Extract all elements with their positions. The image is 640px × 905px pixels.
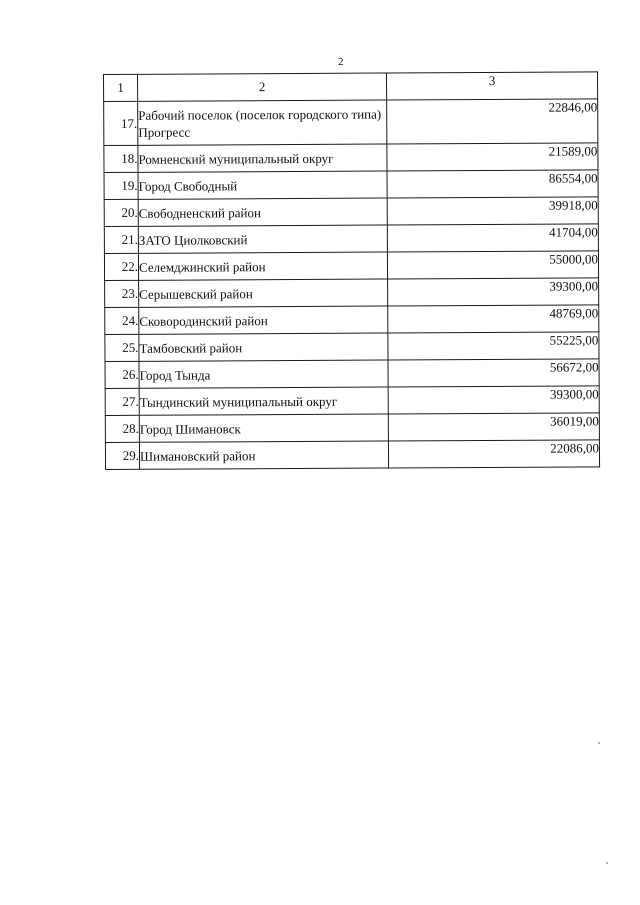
page-number: 2 <box>338 56 344 68</box>
scan-speck <box>598 742 600 744</box>
row-number: 22. <box>104 253 138 280</box>
row-number: 28. <box>105 415 139 442</box>
table-row <box>105 440 599 470</box>
table-row <box>105 278 599 308</box>
row-name: Город Тында <box>139 360 388 388</box>
row-name: Свободненский район <box>138 198 387 226</box>
row-value: 86554,00 <box>387 170 598 198</box>
header-col-3: 3 <box>386 72 597 100</box>
row-value: 39300,00 <box>388 278 599 306</box>
data-table <box>103 71 600 470</box>
table-row <box>105 359 599 389</box>
table-row <box>104 170 598 200</box>
table-row <box>104 197 598 227</box>
row-value: 41704,00 <box>387 224 598 252</box>
row-name: Город Свободный <box>138 171 387 199</box>
row-value: 55000,00 <box>387 251 598 279</box>
table-row <box>104 143 598 173</box>
table-row <box>104 251 598 281</box>
row-name: ЗАТО Циолковский <box>138 225 387 253</box>
row-number: 26. <box>105 361 139 388</box>
table-row <box>104 224 598 254</box>
row-name: Тындинский муниципальный округ <box>139 387 388 415</box>
row-name: Селемджинский район <box>138 252 387 280</box>
table-row <box>104 99 598 146</box>
row-value: 56672,00 <box>388 359 599 387</box>
row-number: 18. <box>104 145 138 172</box>
row-value: 22846,00 <box>387 99 598 144</box>
table-row <box>105 305 599 335</box>
row-number: 20. <box>104 199 138 226</box>
row-value: 39300,00 <box>388 386 599 414</box>
row-number: 29. <box>105 442 139 469</box>
row-number: 17. <box>104 101 138 145</box>
row-name: Тамбовский район <box>139 333 388 361</box>
table-row <box>105 386 599 416</box>
row-number: 23. <box>105 280 139 307</box>
row-value: 48769,00 <box>388 305 599 333</box>
row-name: Ромненский муниципальный округ <box>138 144 387 172</box>
header-col-2: 2 <box>138 73 387 101</box>
row-number: 25. <box>105 334 139 361</box>
row-value: 55225,00 <box>388 332 599 360</box>
row-value: 36019,00 <box>388 413 599 441</box>
table-row <box>105 332 599 362</box>
row-name: Рабочий поселок (поселок городского типа) Прогресс <box>138 100 387 145</box>
row-number: 19. <box>104 172 138 199</box>
row-name: Сковородинский район <box>139 306 388 334</box>
row-value: 22086,00 <box>388 440 599 468</box>
row-number: 21. <box>104 226 138 253</box>
row-name: Город Шимановск <box>139 414 388 442</box>
row-value: 39918,00 <box>387 197 598 225</box>
header-row <box>104 72 598 102</box>
row-name: Серышевский район <box>139 279 388 307</box>
scan-speck <box>606 862 608 864</box>
header-col-1: 1 <box>104 74 138 101</box>
row-value: 21589,00 <box>387 143 598 171</box>
row-number: 27. <box>105 388 139 415</box>
table-row <box>105 413 599 443</box>
row-name: Шимановский район <box>139 441 388 469</box>
row-number: 24. <box>105 307 139 334</box>
